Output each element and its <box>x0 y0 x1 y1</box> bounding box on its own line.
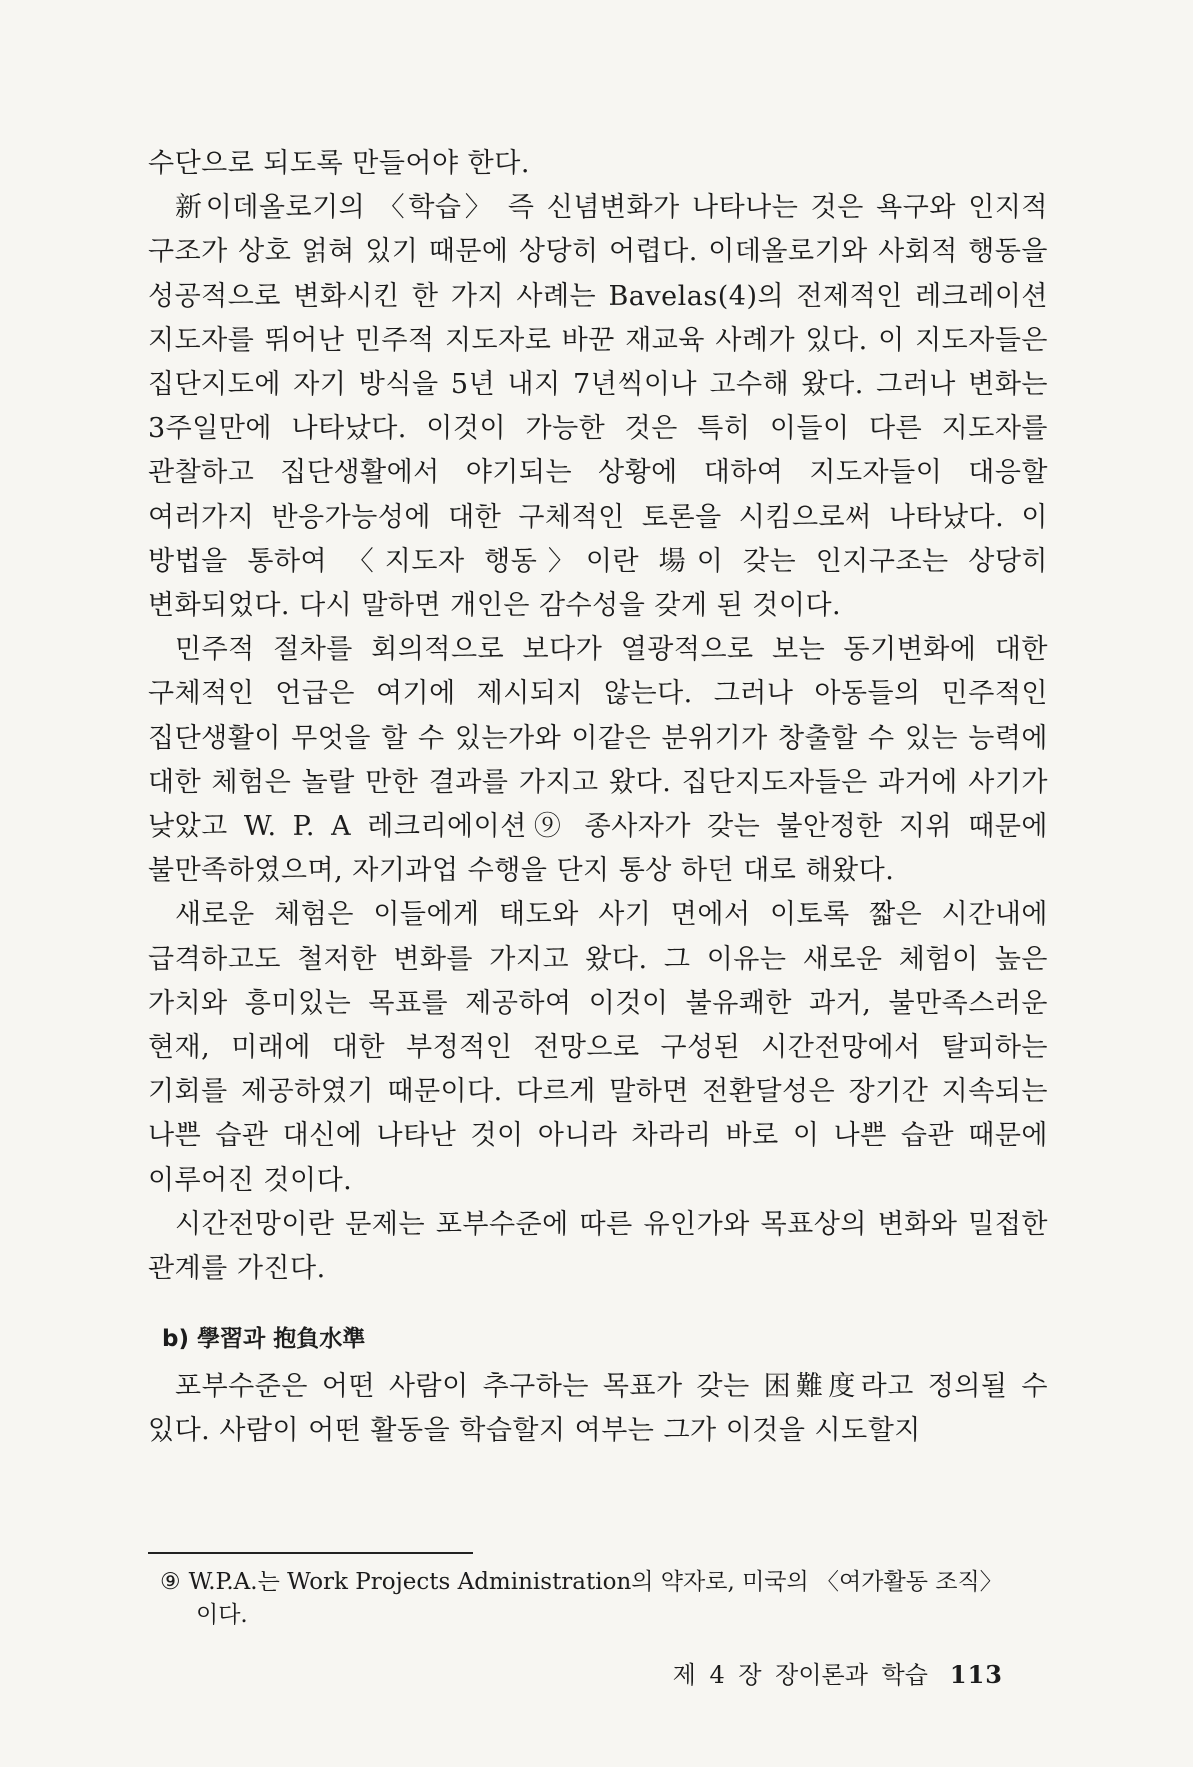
paragraph-2: 新이데올로기의 〈학습〉 즉 신념변화가 나타나는 것은 욕구와 인지적 구조가 상호 얽혀 있기 때문에 상당히 어렵다. 이데올로기와 사회적 행동을 성공적으로 변화시킨 한 가지 사례는 Bavelas(4)의 전제적인 레크레이션 지도자를 뛰어난 민주적 지도자로 바꾼 재교육 사례가 있다. 이 지도자들은 집단지도에 자기 방식을 5년 내지 7년씩이나 고수해 왔다. 그러나 변화는 3주일만에 나타났다. 이것이 가능한 것은 특히 이들이 다른 지도자를 관찰하고 집단생활에서 야기되는 상황에 대하여 지도자들이 대응할 여러가지 반응가능성에 대한 구체적인 토론을 시킴으로써 나타났다. 이 방법을 통하여 〈지도자 행동〉이란 場이 갖는 인지구조는 상당히 변화되었다. 다시 말하면 개인은 감수성을 갖게 된 것이다. <box>148 192 1048 622</box>
footnote-mark: ⑨ <box>160 1569 181 1595</box>
chapter-title: 제 4 장 장이론과 학습 <box>672 1661 928 1689</box>
body-text <box>148 142 1048 1454</box>
paragraph-4: 새로운 체험은 이들에게 태도와 사기 면에서 이토록 짧은 시간내에 급격하고도 철저한 변화를 가지고 왔다. 그 이유는 새로운 체험이 높은 가치와 흥미있는 목표를 제공하여 이것이 불유쾌한 과거, 불만족스러운 현재, 미래에 대한 부정적인 전망으로 구성된 시간전망에서 탈피하는 기회를 제공하였기 때문이다. 다르게 말하면 전환달성은 장기간 지속되는 나쁜 습관 대신에 나타난 것이 아니라 차라리 바로 이 나쁜 습관 때문에 이루어진 것이다. <box>148 899 1048 1196</box>
page-number: 113 <box>949 1660 1003 1689</box>
page-footer <box>673 1660 1003 1690</box>
footnote <box>160 1566 1040 1632</box>
paragraph-6: 포부수준은 어떤 사람이 추구하는 목표가 갖는 困難度라고 정의될 수 있다. 사람이 어떤 활동을 학습할지 여부는 그가 이것을 시도할지 <box>148 1371 1048 1447</box>
footnote-reference-mark: ⑨ <box>526 811 569 843</box>
footnote-divider <box>148 1552 473 1554</box>
paragraph-5: 시간전망이란 문제는 포부수준에 따른 유인가와 목표상의 변화와 밀접한 관계를 가진다. <box>148 1208 1048 1285</box>
footnote-line-2: 이다. <box>196 1602 248 1628</box>
paragraph-3-text-a: 민주적 절차를 회의적으로 보다가 열광적으로 보는 동기변화에 대한 구체적인 언급은 여기에 제시되지 않는다. 그러나 아동들의 민주적인 집단생활이 무엇을 할 수 있는가와 이같은 분위기가 창출할 수 있는 능력에 대한 체험은 놀랄 만한 결과를 가지고 왔다. 집단지도자들은 과거에 사기가 낮았고 W. P. A 레크리에이션 <box>148 634 1048 843</box>
paragraph-3-text-b: 종사자가 갖는 불안정한 지위 때문에 불만족하였으며, 자기과업 수행을 단지 통상 하던 대로 해왔다. <box>148 811 1048 887</box>
paragraph-3 <box>148 628 1048 893</box>
paragraph-1: 수단으로 되도록 만들어야 한다. <box>148 148 530 179</box>
footnote-line-1: W.P.A.는 Work Projects Administration의 약자로, 미국의 〈여가활동 조직〉 <box>188 1569 1003 1595</box>
section-heading: b) 學習과 抱負水準 <box>162 1326 366 1353</box>
